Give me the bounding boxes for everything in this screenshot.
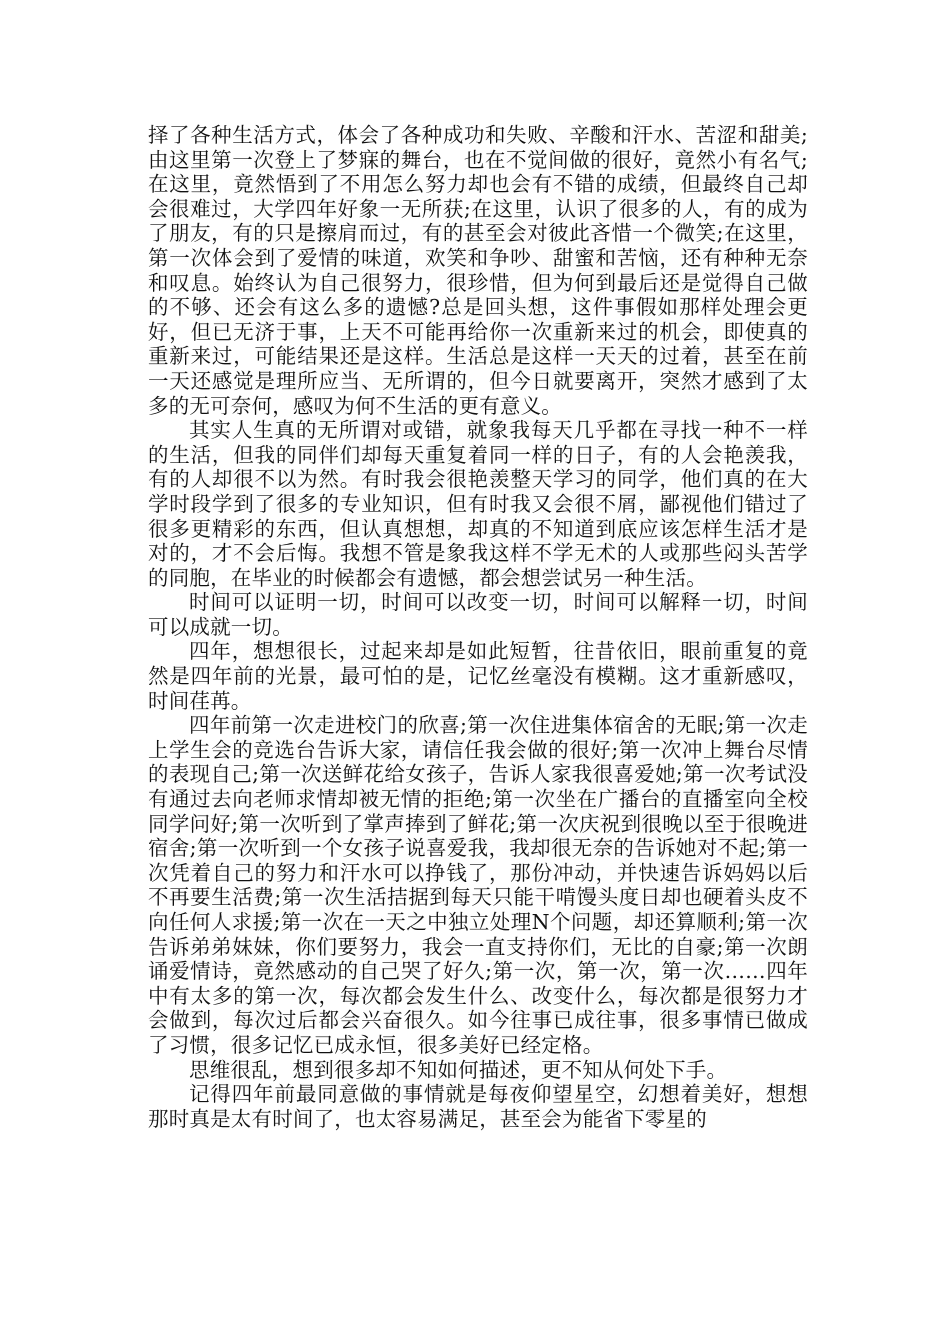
paragraph-7: 记得四年前最同意做的事情就是每夜仰望星空，幻想着美好，想想那时真是太有时间了，也太容易满足，甚至会为能省下零星的 bbox=[148, 1082, 808, 1131]
paragraph-3: 时间可以证明一切，时间可以改变一切，时间可以解释一切，时间可以成就一切。 bbox=[148, 590, 808, 639]
paragraph-6: 思维很乱，想到很多却不知如何描述，更不知从何处下手。 bbox=[189, 1057, 728, 1082]
paragraph-1: 择了各种生活方式，体会了各种成功和失败、辛酸和汗水、苦涩和甜美;由这里第一次登上了梦寐的舞台，也在不觉间做的很好，竟然小有名气;在这里，竟然悟到了不用怎么努力却也会有不错的成绩，但最终自己却会很难过，大学四年好象一无所获;在这里，认识了很多的人，有的成为了朋友，有的只是擦肩而过，有的甚至会对彼此吝惜一个微笑;在这里，第一次体会到了爱情的味道，欢笑和争吵、甜蜜和苦恼，还有种种无奈和叹息。始终认为自己很努力，很珍惜，但为何到最后还是觉得自己做的不够、还会有这么多的遗憾?总是回头想，这件事假如那样处理会更好，但已无济于事，上天不可能再给你一次重新来过的机会，即使真的重新来过，可能结果还是这样。生活总是这样一天天的过着，甚至在前一天还感觉是理所应当、无所谓的，但今日就要离开，突然才感到了太多的无可奈何，感叹为何不生活的更有意义。 bbox=[148, 123, 808, 418]
paragraph-5: 四年前第一次走进校门的欣喜;第一次住进集体宿舍的无眠;第一次走上学生会的竞选台告诉大家，请信任我会做的很好;第一次冲上舞台尽情的表现自己;第一次送鲜花给女孩子，告诉人家我很喜爱她;第一次考试没有通过去向老师求情却被无情的拒绝;第一次坐在广播台的直播室向全校同学问好;第一次听到了掌声捧到了鲜花;第一次庆祝到很晚以至于很晚进宿舍;第一次听到一个女孩子说喜爱我，我却很无奈的告诉她对不起;第一次凭着自己的努力和汗水可以挣钱了，那份冲动，并快速告诉妈妈以后不再要生活费;第一次生活拮据到每天只能干啃馒头度日却也硬着头皮不向任何人求援;第一次在一天之中独立处理N个问题，却还算顺利;第一次告诉弟弟妹妹，你们要努力，我会一直支持你们，无比的自豪;第一次朗诵爱情诗，竟然感动的自己哭了好久;第一次，第一次，第一次……四年中有太多的第一次，每次都会发生什么、改变什么，每次都是很努力才会做到，每次过后都会兴奋很久。如今往事已成往事，很多事情已做成了习惯，很多记忆已成永恒，很多美好已经定格。 bbox=[148, 713, 808, 1057]
document-body bbox=[148, 123, 808, 1131]
paragraph-2: 其实人生真的无所谓对或错，就象我每天几乎都在寻找一种不一样的生活，但我的同伴们却每天重复着同一样的日子，有的人会艳羡我，有的人却很不以为然。有时我会很艳羡整天学习的同学，他们真的在大学时段学到了很多的专业知识，但有时我又会很不屑，鄙视他们错过了很多更精彩的东西，但认真想想，却真的不知道到底应该怎样生活才是对的，才不会后悔。我想不管是象我这样不学无术的人或那些闷头苦学的同胞，在毕业的时候都会有遗憾，都会想尝试另一种生活。 bbox=[148, 418, 808, 590]
paragraph-4: 四年，想想很长，过起来却是如此短暂，往昔依旧，眼前重复的竟然是四年前的光景，最可怕的是，记忆丝毫没有模糊。这才重新感叹，时间荏苒。 bbox=[148, 639, 808, 713]
